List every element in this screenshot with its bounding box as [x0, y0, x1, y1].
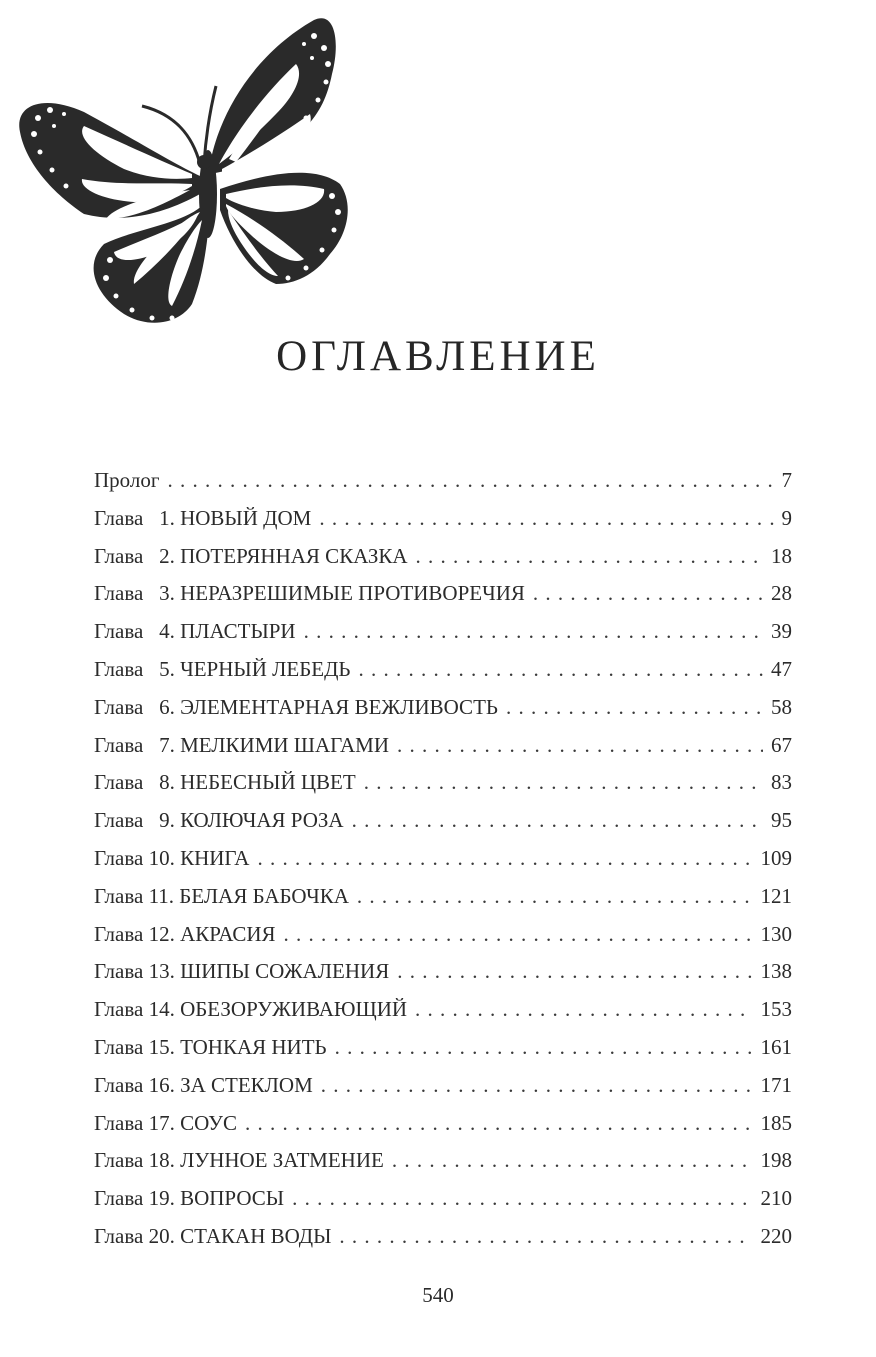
toc-dot-leader — [352, 808, 763, 833]
toc-entry — [94, 1111, 792, 1149]
toc-entry-title: КОЛЮЧАЯ РОЗА — [180, 808, 344, 833]
toc-entry-title: НОВЫЙ ДОМ — [180, 505, 312, 530]
toc-dot-leader — [292, 1186, 752, 1211]
toc-dot-leader — [364, 770, 763, 795]
toc-entry-prefix: Глава 17. — [94, 1110, 181, 1135]
table-of-contents — [94, 468, 792, 1262]
toc-entry-page: 198 — [760, 1148, 792, 1173]
toc-entry — [94, 544, 792, 582]
toc-entry-prefix: Глава 18. — [94, 1148, 181, 1173]
toc-entry-title: ОБЕЗОРУЖИВАЮЩИЙ — [180, 997, 408, 1022]
toc-entry-title: Пролог — [94, 468, 160, 492]
toc-entry — [94, 1224, 792, 1262]
toc-entry-page: 28 — [771, 581, 792, 606]
toc-entry-prefix: Глава 16. — [94, 1072, 181, 1097]
toc-entry-page: 210 — [760, 1186, 792, 1211]
toc-entry — [94, 506, 792, 544]
toc-entry-prefix: Глава 5. — [94, 656, 181, 681]
toc-entry-prefix: Глава 15. — [94, 1034, 181, 1059]
toc-entry — [94, 846, 792, 884]
toc-entry-prefix: Глава 7. — [94, 732, 181, 757]
toc-dot-leader — [321, 1073, 753, 1098]
toc-entry-prefix: Глава 1. — [94, 505, 181, 530]
toc-entry-page: 58 — [771, 694, 792, 719]
toc-entry — [94, 1073, 792, 1111]
toc-entry — [94, 581, 792, 619]
page-title: ОГЛАВЛЕНИЕ — [276, 333, 600, 380]
toc-entry-prefix: Глава 11. — [94, 883, 180, 908]
toc-entry — [94, 733, 792, 771]
toc-dot-leader — [167, 468, 773, 493]
toc-entry-title: ШИПЫ СОЖАЛЕНИЯ — [180, 959, 390, 984]
toc-entry-prefix: Глава 2. — [94, 543, 181, 568]
toc-entry — [94, 922, 792, 960]
toc-entry-page: 83 — [771, 770, 792, 795]
toc-entry-title: ПОТЕРЯННАЯ СКАЗКА — [180, 543, 408, 568]
toc-entry — [94, 1148, 792, 1186]
toc-entry-page: 171 — [760, 1072, 792, 1097]
page-number: 540 — [422, 1283, 454, 1307]
toc-entry — [94, 1035, 792, 1073]
toc-dot-leader — [335, 1035, 753, 1060]
toc-dot-leader — [357, 884, 753, 909]
toc-entry-title: ТОНКАЯ НИТЬ — [180, 1034, 327, 1059]
toc-dot-leader — [319, 506, 773, 531]
toc-dot-leader — [284, 922, 753, 947]
toc-entry-prefix: Глава 8. — [94, 770, 181, 795]
toc-dot-leader — [304, 619, 763, 644]
toc-entry-page: 138 — [760, 959, 792, 984]
toc-dot-leader — [415, 997, 752, 1022]
toc-entry-page: 47 — [771, 656, 792, 681]
toc-entry — [94, 884, 792, 922]
toc-entry-title: БЕЛАЯ БАБОЧКА — [179, 883, 349, 908]
toc-entry-page: 109 — [760, 845, 792, 870]
toc-entry-prefix: Глава 13. — [94, 959, 181, 984]
toc-entry-prefix: Глава 9. — [94, 808, 181, 833]
toc-dot-leader — [533, 581, 763, 606]
toc-entry — [94, 959, 792, 997]
toc-entry-page: 67 — [771, 732, 792, 757]
toc-entry-title: АКРАСИЯ — [180, 921, 276, 946]
toc-entry-page: 18 — [771, 543, 792, 568]
toc-dot-leader — [506, 695, 763, 720]
toc-entry-title: ЭЛЕМЕНТАРНАЯ ВЕЖЛИВОСТЬ — [180, 694, 498, 719]
toc-entry-page: 95 — [771, 808, 792, 833]
toc-entry-page: 185 — [760, 1110, 792, 1135]
toc-dot-leader — [416, 544, 763, 569]
toc-entry — [94, 997, 792, 1035]
toc-entry-title: НЕБЕСНЫЙ ЦВЕТ — [180, 770, 356, 795]
toc-dot-leader — [257, 846, 752, 871]
toc-entry-prefix: Глава 12. — [94, 921, 181, 946]
toc-entry — [94, 808, 792, 846]
toc-entry-page: 220 — [760, 1223, 792, 1248]
toc-entry — [94, 657, 792, 695]
toc-dot-leader — [397, 733, 763, 758]
toc-dot-leader — [339, 1224, 752, 1249]
toc-entry-title: КНИГА — [180, 845, 250, 870]
toc-entry — [94, 619, 792, 657]
butterfly-icon — [14, 14, 359, 332]
toc-entry-prefix: Глава 20. — [94, 1223, 181, 1248]
toc-entry — [94, 468, 792, 506]
toc-entry-title: ЛУННОЕ ЗАТМЕНИЕ — [180, 1148, 384, 1173]
toc-entry-title: СОУС — [180, 1110, 237, 1135]
toc-entry-page: 153 — [760, 997, 792, 1022]
toc-entry-title: НЕРАЗРЕШИМЫЕ ПРОТИВОРЕЧИЯ — [180, 581, 525, 606]
toc-entry-prefix: Глава 6. — [94, 694, 181, 719]
toc-entry-page: 130 — [760, 921, 792, 946]
toc-entry-page: 9 — [781, 505, 792, 530]
toc-entry-page: 161 — [760, 1034, 792, 1059]
toc-entry-title: СТАКАН ВОДЫ — [180, 1223, 332, 1248]
toc-dot-leader — [392, 1148, 753, 1173]
toc-entry-prefix: Глава 3. — [94, 581, 181, 606]
toc-entry — [94, 1186, 792, 1224]
toc-entry-title: ВОПРОСЫ — [180, 1186, 285, 1211]
toc-entry-page: 7 — [781, 468, 792, 492]
toc-dot-leader — [358, 657, 763, 682]
toc-dot-leader — [245, 1111, 753, 1136]
toc-dot-leader — [397, 959, 752, 984]
toc-entry-prefix: Глава 14. — [94, 997, 181, 1022]
toc-entry — [94, 695, 792, 733]
toc-entry — [94, 770, 792, 808]
toc-entry-prefix: Глава 19. — [94, 1186, 181, 1211]
toc-entry-title: МЕЛКИМИ ШАГАМИ — [180, 732, 390, 757]
toc-entry-title: ЗА СТЕКЛОМ — [180, 1072, 313, 1097]
toc-entry-page: 39 — [771, 619, 792, 644]
toc-entry-page: 121 — [760, 883, 792, 908]
toc-entry-title: ЧЕРНЫЙ ЛЕБЕДЬ — [180, 656, 351, 681]
toc-entry-title: ПЛАСТЫРИ — [180, 619, 296, 644]
toc-entry-prefix: Глава 10. — [94, 845, 181, 870]
toc-entry-prefix: Глава 4. — [94, 619, 181, 644]
